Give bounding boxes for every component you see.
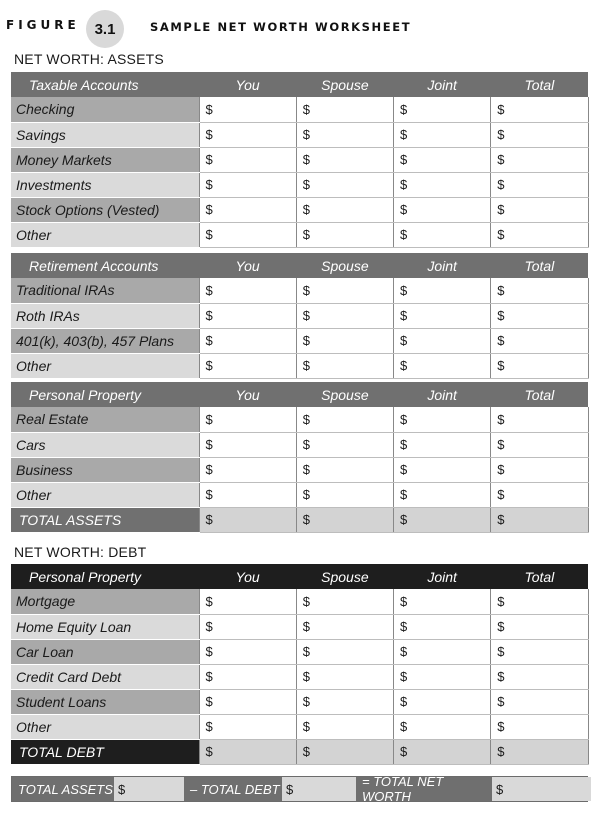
amount-field-spouse[interactable]: $ (296, 222, 393, 247)
amount-field-joint[interactable]: $ (394, 664, 491, 689)
table-heading: Personal Property (11, 382, 199, 407)
row-label: Cars (11, 432, 199, 457)
table-header-row (11, 564, 588, 589)
summary-net-worth-label: = TOTAL NET WORTH (356, 777, 494, 801)
amount-field-joint[interactable]: $ (394, 614, 491, 639)
column-header-spouse: Spouse (296, 72, 393, 97)
amount-field-you[interactable]: $ (199, 432, 296, 457)
amount-field-spouse[interactable]: $ (296, 714, 393, 739)
amount-field-you[interactable]: $ (199, 482, 296, 507)
row-label: Savings (11, 122, 199, 147)
amount-field-spouse[interactable]: $ (296, 353, 393, 378)
amount-field-spouse[interactable]: $ (296, 303, 393, 328)
amount-field-you[interactable]: $ (199, 614, 296, 639)
row-label: Real Estate (11, 407, 199, 432)
column-header-you: You (199, 564, 296, 589)
row-label: 401(k), 403(b), 457 Plans (11, 328, 199, 353)
amount-field-total[interactable]: $ (491, 197, 588, 222)
amount-field-joint[interactable]: $ (394, 222, 491, 247)
table-header-row (11, 382, 588, 407)
amount-field-joint[interactable]: $ (394, 303, 491, 328)
amount-field-total[interactable]: $ (491, 589, 588, 614)
table-header-row (11, 72, 588, 97)
row-label: Checking (11, 97, 199, 122)
amount-field-spouse[interactable]: $ (296, 589, 393, 614)
amount-field-spouse[interactable]: $ (296, 664, 393, 689)
amount-field-joint[interactable]: $ (394, 197, 491, 222)
row-label: TOTAL DEBT (11, 739, 199, 764)
column-header-spouse: Spouse (296, 382, 393, 407)
column-header-joint: Joint (394, 382, 491, 407)
amount-field-joint[interactable]: $ (394, 278, 491, 303)
row-label: Student Loans (11, 689, 199, 714)
row-label: TOTAL ASSETS (11, 507, 199, 532)
table-row (11, 278, 588, 303)
summary-total-assets-field[interactable]: $ (114, 777, 184, 801)
table-row (11, 122, 588, 147)
retirement-accounts-table (11, 253, 589, 379)
amount-field-spouse[interactable]: $ (296, 97, 393, 122)
amount-field-total[interactable]: $ (491, 353, 588, 378)
amount-field-spouse[interactable]: $ (296, 407, 393, 432)
worksheet-title: SAMPLE NET WORTH WORKSHEET (150, 20, 412, 34)
row-label: Mortgage (11, 589, 199, 614)
amount-field-spouse[interactable]: $ (296, 689, 393, 714)
amount-field-spouse[interactable]: $ (296, 172, 393, 197)
amount-field-joint[interactable]: $ (394, 328, 491, 353)
amount-field-you[interactable]: $ (199, 147, 296, 172)
summary-total-assets-label: TOTAL ASSETS (12, 777, 116, 801)
amount-field-spouse[interactable]: $ (296, 639, 393, 664)
amount-field-total[interactable]: $ (491, 689, 588, 714)
amount-field-spouse[interactable]: $ (296, 507, 393, 532)
amount-field-spouse[interactable]: $ (296, 482, 393, 507)
amount-field-you[interactable]: $ (199, 689, 296, 714)
summary-total-debt-label: – TOTAL DEBT (184, 777, 284, 801)
amount-field-spouse[interactable]: $ (296, 197, 393, 222)
amount-field-spouse[interactable]: $ (296, 278, 393, 303)
debt-table (11, 564, 589, 765)
summary-net-worth-field[interactable]: $ (492, 777, 591, 801)
amount-field-total[interactable]: $ (491, 664, 588, 689)
amount-field-spouse[interactable]: $ (296, 328, 393, 353)
amount-field-you[interactable]: $ (199, 172, 296, 197)
table-header-row (11, 253, 588, 278)
amount-field-joint[interactable]: $ (394, 457, 491, 482)
table-row (11, 639, 588, 664)
amount-field-spouse[interactable]: $ (296, 122, 393, 147)
amount-field-joint[interactable]: $ (394, 639, 491, 664)
table-row (11, 353, 588, 378)
table-row (11, 303, 588, 328)
table-row (11, 664, 588, 689)
amount-field-total[interactable]: $ (491, 482, 588, 507)
amount-field-total[interactable]: $ (491, 222, 588, 247)
figure-number-badge: 3.1 (86, 10, 124, 48)
column-header-joint: Joint (394, 564, 491, 589)
amount-field-joint[interactable]: $ (394, 407, 491, 432)
summary-total-debt-field[interactable]: $ (282, 777, 356, 801)
amount-field-joint[interactable]: $ (394, 482, 491, 507)
column-header-total: Total (491, 72, 588, 97)
total-row (11, 739, 588, 764)
column-header-spouse: Spouse (296, 564, 393, 589)
table-row (11, 407, 588, 432)
amount-field-total[interactable]: $ (491, 639, 588, 664)
amount-field-joint[interactable]: $ (394, 589, 491, 614)
amount-field-joint[interactable]: $ (394, 689, 491, 714)
amount-field-total[interactable]: $ (491, 303, 588, 328)
row-label: Other (11, 222, 199, 247)
amount-field-total[interactable]: $ (491, 328, 588, 353)
figure-label: FIGURE (6, 18, 80, 32)
row-label: Other (11, 714, 199, 739)
amount-field-you[interactable]: $ (199, 639, 296, 664)
amount-field-joint[interactable]: $ (394, 122, 491, 147)
amount-field-spouse[interactable]: $ (296, 739, 393, 764)
amount-field-total[interactable]: $ (491, 407, 588, 432)
amount-field-joint[interactable]: $ (394, 739, 491, 764)
amount-field-you[interactable]: $ (199, 122, 296, 147)
amount-field-total[interactable]: $ (491, 739, 588, 764)
amount-field-total[interactable]: $ (491, 714, 588, 739)
assets-section-label: NET WORTH: ASSETS (14, 51, 164, 67)
personal-property-table (11, 382, 589, 533)
amount-field-you[interactable]: $ (199, 222, 296, 247)
table-heading: Taxable Accounts (11, 72, 199, 97)
table-row (11, 172, 588, 197)
table-row (11, 714, 588, 739)
net-worth-summary-bar (11, 776, 588, 802)
table-row (11, 432, 588, 457)
row-label: Stock Options (Vested) (11, 197, 199, 222)
debt-section-label: NET WORTH: DEBT (14, 544, 147, 560)
column-header-you: You (199, 382, 296, 407)
table-row (11, 222, 588, 247)
amount-field-you[interactable]: $ (199, 197, 296, 222)
amount-field-joint[interactable]: $ (394, 432, 491, 457)
row-label: Roth IRAs (11, 303, 199, 328)
table-row (11, 197, 588, 222)
amount-field-joint[interactable]: $ (394, 507, 491, 532)
table-heading: Personal Property (11, 564, 199, 589)
amount-field-total[interactable]: $ (491, 97, 588, 122)
amount-field-spouse[interactable]: $ (296, 147, 393, 172)
row-label: Other (11, 482, 199, 507)
table-row (11, 328, 588, 353)
table-row (11, 589, 588, 614)
amount-field-joint[interactable]: $ (394, 147, 491, 172)
table-row (11, 147, 588, 172)
amount-field-spouse[interactable]: $ (296, 432, 393, 457)
amount-field-spouse[interactable]: $ (296, 614, 393, 639)
amount-field-you[interactable]: $ (199, 407, 296, 432)
row-label: Other (11, 353, 199, 378)
column-header-total: Total (491, 382, 588, 407)
amount-field-joint[interactable]: $ (394, 172, 491, 197)
amount-field-you[interactable]: $ (199, 507, 296, 532)
column-header-total: Total (491, 253, 588, 278)
table-row (11, 482, 588, 507)
column-header-total: Total (491, 564, 588, 589)
amount-field-you[interactable]: $ (199, 664, 296, 689)
amount-field-joint[interactable]: $ (394, 353, 491, 378)
table-heading: Retirement Accounts (11, 253, 199, 278)
table-row (11, 97, 588, 122)
row-label: Car Loan (11, 639, 199, 664)
amount-field-you[interactable]: $ (199, 328, 296, 353)
amount-field-you[interactable]: $ (199, 353, 296, 378)
row-label: Credit Card Debt (11, 664, 199, 689)
table-row (11, 457, 588, 482)
amount-field-you[interactable]: $ (199, 303, 296, 328)
column-header-joint: Joint (394, 253, 491, 278)
column-header-you: You (199, 253, 296, 278)
row-label: Money Markets (11, 147, 199, 172)
amount-field-you[interactable]: $ (199, 739, 296, 764)
amount-field-total[interactable]: $ (491, 122, 588, 147)
amount-field-you[interactable]: $ (199, 97, 296, 122)
column-header-you: You (199, 72, 296, 97)
row-label: Business (11, 457, 199, 482)
amount-field-total[interactable]: $ (491, 147, 588, 172)
amount-field-total[interactable]: $ (491, 172, 588, 197)
amount-field-total[interactable]: $ (491, 507, 588, 532)
amount-field-total[interactable]: $ (491, 278, 588, 303)
total-row (11, 507, 588, 532)
amount-field-you[interactable]: $ (199, 589, 296, 614)
row-label: Investments (11, 172, 199, 197)
row-label: Home Equity Loan (11, 614, 199, 639)
amount-field-you[interactable]: $ (199, 714, 296, 739)
amount-field-you[interactable]: $ (199, 278, 296, 303)
amount-field-joint[interactable]: $ (394, 714, 491, 739)
column-header-joint: Joint (394, 72, 491, 97)
table-row (11, 689, 588, 714)
taxable-accounts-table (11, 72, 589, 248)
table-row (11, 614, 588, 639)
amount-field-spouse[interactable]: $ (296, 457, 393, 482)
column-header-spouse: Spouse (296, 253, 393, 278)
amount-field-total[interactable]: $ (491, 457, 588, 482)
row-label: Traditional IRAs (11, 278, 199, 303)
amount-field-total[interactable]: $ (491, 614, 588, 639)
amount-field-you[interactable]: $ (199, 457, 296, 482)
amount-field-total[interactable]: $ (491, 432, 588, 457)
amount-field-joint[interactable]: $ (394, 97, 491, 122)
